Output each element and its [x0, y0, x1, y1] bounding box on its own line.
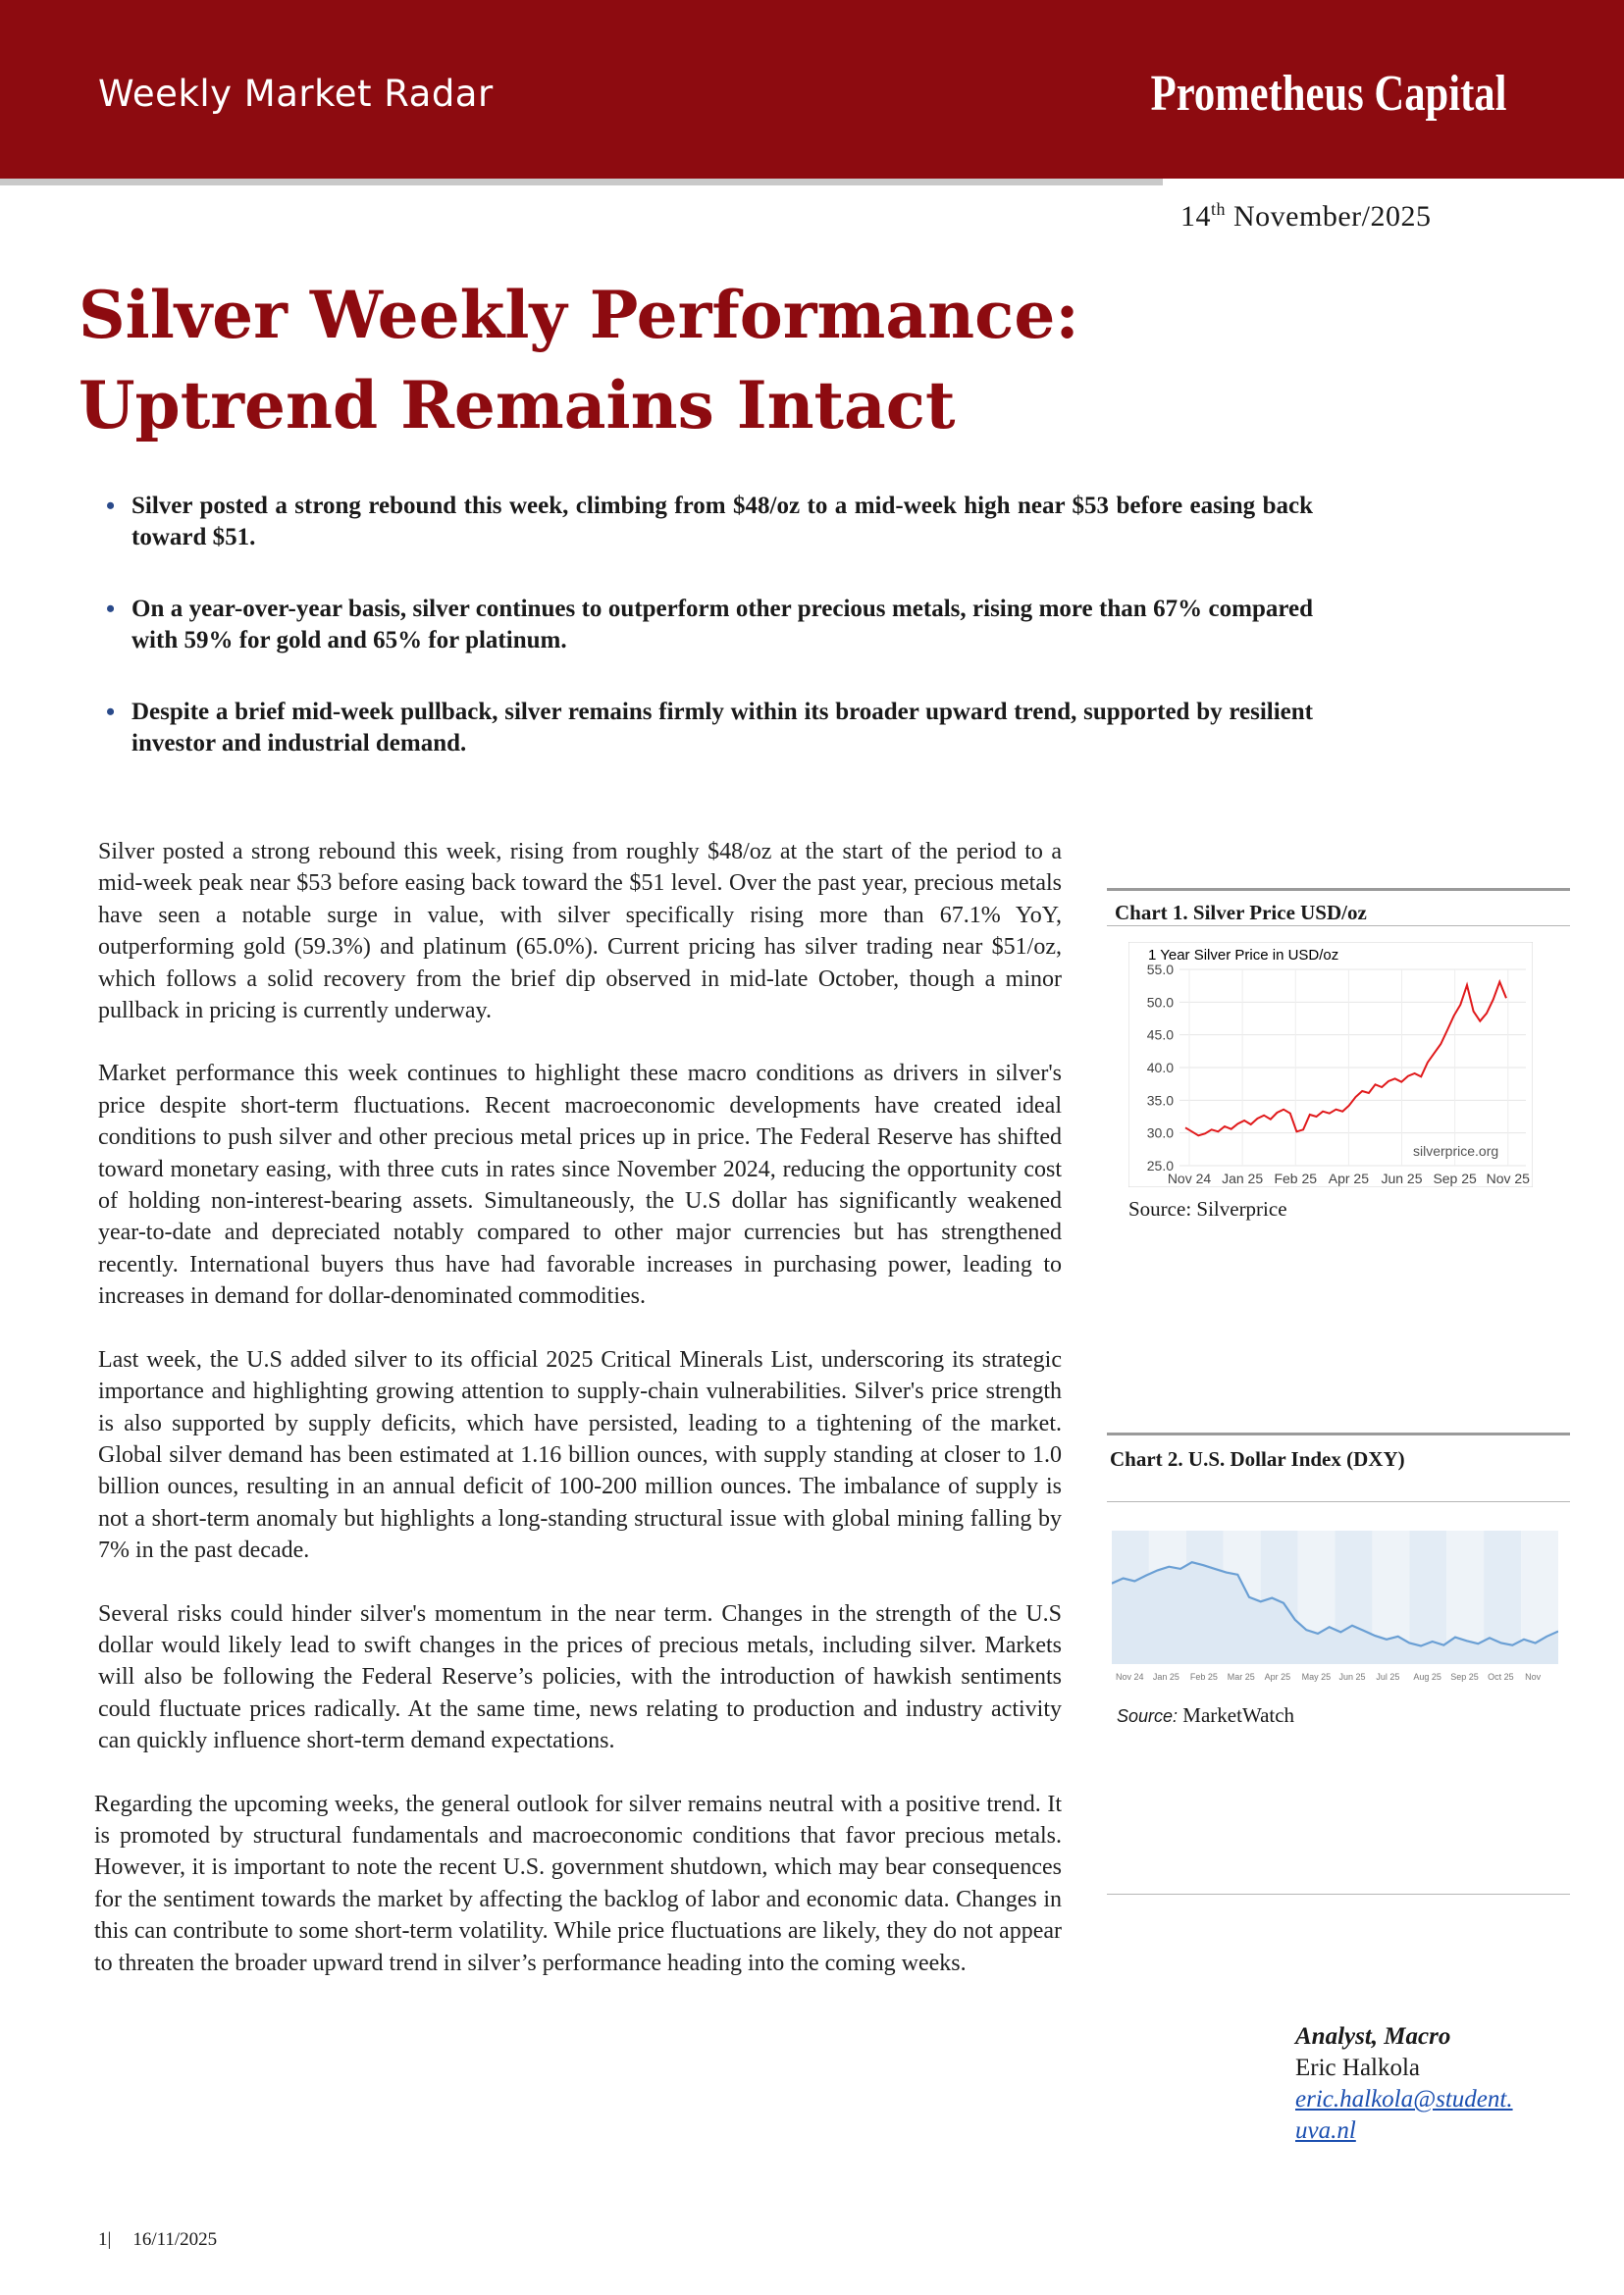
analyst-email-link-cont[interactable]: uva.nl [1295, 2117, 1356, 2144]
analyst-name: Eric Halkola [1295, 2055, 1421, 2081]
sidebar-bottom-rule [1107, 1894, 1570, 1895]
chart1-y-tick: 55.0 [1146, 962, 1174, 977]
bullet-icon: • [106, 698, 116, 726]
chart2-x-tick: May 25 [1301, 1672, 1332, 1682]
brand-logo-text: Prometheus Capital [1150, 66, 1506, 122]
key-points-list [106, 491, 1313, 800]
chart2-source: Source: MarketWatch [1117, 1703, 1295, 1727]
chart1-title: 1 Year Silver Price in USD/oz [1148, 947, 1339, 964]
analyst-role: Analyst, Macro [1295, 2023, 1451, 2050]
analyst-block [1295, 2021, 1513, 2147]
page-number: 1| [98, 2229, 112, 2250]
footer-date: 16/11/2025 [132, 2229, 218, 2250]
article-body [94, 836, 1062, 2010]
key-point: • Despite a brief mid-week pullback, silver remains firmly within its broader upward trend, supported by resilient investor and industrial demand. [106, 698, 1313, 756]
chart1-y-tick: 25.0 [1146, 1158, 1174, 1174]
chart2-x-tick: Feb 25 [1189, 1672, 1218, 1682]
chart1-y-tick: 45.0 [1146, 1026, 1174, 1043]
chart2-caption: Chart 2. U.S. Dollar Index (DXY) [1110, 1447, 1405, 1471]
body-paragraph: Several risks could hinder silver's momentum in the near term. Changes in the strength of the U.S dollar would likely lead to swift changes in the prices of precious metals, including silver. Markets will also be following the Federal Reserve’s policies, with the introduction of hawkish sentiments could fluctuate prices radically. At the same time, news relating to production and industry activity can quickly influence short-term demand expectations. [98, 1600, 1062, 1754]
key-point: • Silver posted a strong rebound this week, climbing from $48/oz to a mid-week high near $53 before easing back toward $51. [106, 492, 1313, 550]
chart2-x-tick: Sep 25 [1450, 1672, 1479, 1682]
page-footer [98, 2229, 217, 2251]
chart1-caption: Chart 1. Silver Price USD/oz [1115, 901, 1367, 924]
chart2-top-rule [1107, 1433, 1570, 1435]
chart2-x-tick: Oct 25 [1488, 1672, 1514, 1682]
chart1-y-tick: 35.0 [1146, 1092, 1174, 1109]
key-point: • On a year-over-year basis, silver continues to outperform other precious metals, rising more than 67% compared with 59% for gold and 65% for platinum. [106, 595, 1313, 653]
chart1-x-tick: Apr 25 [1328, 1171, 1370, 1186]
chart1-y-tick: 30.0 [1146, 1124, 1174, 1141]
chart1-source: Source: Silverprice [1128, 1197, 1287, 1221]
body-paragraph: Silver posted a strong rebound this week, rising from roughly $48/oz at the start of the period to a mid-week peak near $53 before easing back toward the $51 level. Over the past year, precious metals have seen a notable surge in value, with silver specifically rising more than 67.1% YoY, outperforming gold (59.3%) and platinum (65.0%). Current pricing has silver trading near $51/oz, which follows a solid recovery from the brief dip observed in mid-late October, though a minor pullback in pricing is currently underway. [98, 839, 1062, 1024]
chart1-x-tick: Nov 24 [1167, 1171, 1212, 1186]
chart2-x-tick: Aug 25 [1413, 1672, 1441, 1682]
header-divider [0, 179, 1163, 185]
page-title: Silver Weekly Performance: Uptrend Remains Intact [79, 277, 1079, 443]
chart2-x-tick: Apr 25 [1264, 1672, 1291, 1682]
body-paragraph: Last week, the U.S added silver to its official 2025 Critical Minerals List, underscoring its strategic importance and highlighting growing attention to supply-chain vulnerabilities. Silver's price strength is also supported by supply deficits, which have persisted, leading to a tightening of the market. Global silver demand has been estimated at 1.16 billion ounces, with supply standing at closer to 1.0 billion ounces, resulting in an annual deficit of 100-200 million ounces. The imbalance of supply is not a short-term anomaly but highlights a long-standing structural issue with global mining falling by 7% in the past decade. [98, 1346, 1062, 1564]
silver-price-chart [1128, 942, 1533, 1187]
report-date: 14th November/2025 [1180, 199, 1432, 233]
chart1-x-tick: Jun 25 [1381, 1171, 1423, 1186]
chart1-caption-rule [1107, 925, 1570, 926]
report-series-title: Weekly Market Radar [98, 73, 494, 115]
chart1-y-tick: 50.0 [1146, 994, 1174, 1011]
dxy-chart [1112, 1531, 1558, 1686]
header-banner [0, 0, 1624, 179]
body-paragraph: Regarding the upcoming weeks, the general outlook for silver remains neutral with a positive trend. It is promoted by structural fundamentals and macroeconomic conditions that favor precious metals. However, it is important to note the recent U.S. government shutdown, which may bear consequences for the sentiment towards the market by affecting the backlog of labor and economic data. Changes in this can contribute to some short-term volatility. While price fluctuations are likely, they do not appear to threaten the broader upward trend in silver’s performance heading into the coming weeks. [94, 1791, 1062, 1976]
chart1-top-rule [1107, 888, 1570, 891]
chart1-x-tick: Feb 25 [1274, 1171, 1318, 1186]
chart1-x-tick: Jan 25 [1222, 1171, 1264, 1186]
chart1-x-tick: Nov 25 [1486, 1171, 1530, 1186]
chart2-x-tick: Nov 24 [1116, 1672, 1144, 1682]
bullet-icon: • [106, 595, 116, 623]
chart2-x-tick: Jun 25 [1338, 1672, 1366, 1682]
chart2-x-tick: Jan 25 [1152, 1672, 1179, 1682]
chart2-x-tick: Nov [1525, 1672, 1542, 1682]
chart1-x-tick: Sep 25 [1433, 1171, 1477, 1186]
chart1-y-tick: 40.0 [1146, 1060, 1174, 1075]
chart2-x-tick: Jul 25 [1376, 1672, 1400, 1682]
chart2-caption-rule [1107, 1501, 1570, 1502]
chart1-watermark: silverprice.org [1413, 1143, 1499, 1159]
chart2-x-tick: Mar 25 [1227, 1672, 1255, 1682]
body-paragraph: Market performance this week continues to highlight these macro conditions as drivers in silver's price despite short-term fluctuations. Recent macroeconomic developments have created ideal conditions to push silver and other precious metal prices up in price. The Federal Reserve has shifted toward monetary easing, with three cuts in rates since November 2024, reducing the opportunity cost of holding non-interest-bearing assets. Simultaneously, the U.S dollar has significantly weakened year-to-date and depreciated notably compared to other major currencies but has strengthened recently. International buyers thus have had favorable increases in purchasing power, leading to increases in demand for dollar-denominated commodities. [98, 1061, 1062, 1310]
analyst-email-link[interactable]: eric.halkola@student. [1295, 2086, 1513, 2112]
bullet-icon: • [106, 492, 116, 520]
